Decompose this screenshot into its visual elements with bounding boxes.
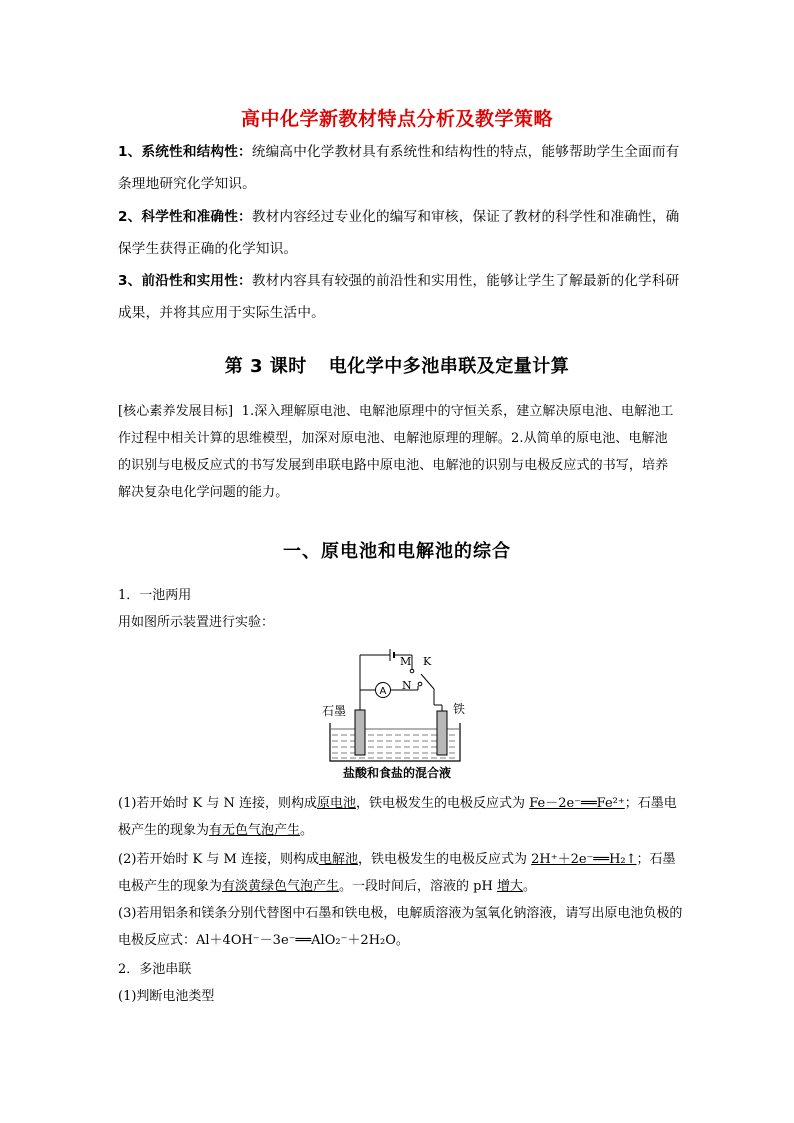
feature-label: 3、前沿性和实用性： — [118, 273, 252, 289]
goals-label: [核心素养发展目标] — [118, 404, 234, 419]
subheading-2-1: (1)判断电池类型 — [118, 989, 215, 1004]
question-1 — [118, 790, 683, 844]
lesson-title: 电化学中多池串联及定量计算 — [328, 356, 570, 377]
feature-3 — [118, 265, 683, 329]
q2-text: (2)若开始时 K 与 M 连接，则构成 — [118, 852, 319, 867]
q1-answer-cell-type: 原电池 — [317, 796, 357, 811]
q1-text: (1)若开始时 K 与 N 连接，则构成 — [118, 796, 318, 811]
question-3: (3)若用铝条和镁条分别代替图中石墨和铁电极，电解质溶液为氢氧化钠溶液，请写出原电池负极的电极反应式：Al＋4OH⁻－3e⁻══AlO₂⁻＋2H₂O。 — [118, 906, 683, 948]
q1-answer-equation: Fe－2e⁻══Fe²⁺ — [529, 796, 625, 811]
terminal-m — [410, 669, 414, 673]
label-m: M — [400, 655, 412, 668]
q1-text: ，铁电极发生的电极反应式为 — [356, 796, 530, 811]
section-heading: 一、原电池和电解池的综合 — [283, 541, 511, 562]
apparatus-figure — [320, 645, 470, 765]
terminal-n — [418, 682, 422, 686]
q2-text: 。 — [522, 879, 536, 894]
ammeter-label: A — [379, 686, 387, 697]
goals-text: 1.深入理解原电池、电解池原理中的守恒关系，建立解决原电池、电解池工作过程中相关计算的思维模型，加深对原电池、电解池原理的理解。2.从简单的原电池、电解池的识别与电极反应式的书写发展到串联电路中原电池、电解池的识别与电极反应式的书写，培养解决复杂电化学问题的能力。 — [118, 404, 674, 500]
figure-caption: 盐酸和食盐的混合液 — [343, 766, 452, 780]
subheading-1: 1．一池两用 — [118, 588, 192, 603]
label-n: N — [402, 679, 412, 692]
feature-text: 统编高中化学教材具有系统性和结构性的特点，能够帮助学生全面而有条理地研究化学知识。 — [118, 144, 680, 192]
page-title: 高中化学新教材特点分析及教学策略 — [240, 108, 553, 130]
iron-electrode — [437, 711, 447, 755]
q2-text: ；石墨电极产生的现象为 — [118, 852, 676, 894]
lesson-number: 第 3 课时 — [224, 356, 307, 377]
q2-answer-equation: 2H⁺＋2e⁻══H₂↑ — [531, 852, 637, 867]
core-goals — [118, 398, 680, 506]
q2-answer-phenomenon: 有淡黄绿色气泡产生 — [222, 879, 340, 894]
q2-answer-ph: 增大 — [496, 879, 523, 894]
q2-text: 。一段时间后，溶液的 pH — [339, 879, 497, 894]
graphite-electrode — [355, 710, 365, 755]
label-k: K — [423, 655, 432, 668]
subheading-2: 2．多池串联 — [118, 962, 192, 977]
switch-k-lever — [421, 674, 434, 689]
intro-text: 用如图所示装置进行实验： — [118, 615, 275, 630]
feature-label: 2、科学性和准确性： — [118, 209, 252, 225]
feature-label: 1、系统性和结构性： — [118, 144, 252, 160]
feature-1 — [118, 136, 683, 200]
feature-2 — [118, 201, 683, 265]
q1-text: 。 — [300, 823, 314, 838]
q1-text: ；石墨电极产生的现象为 — [118, 796, 677, 838]
iron-label: 铁 — [453, 702, 466, 716]
feature-text: 教材内容具有较强的前沿性和实用性，能够让学生了解最新的化学科研成果，并将其应用于实际生活中。 — [118, 273, 680, 321]
q2-answer-cell-type: 电解池 — [318, 852, 358, 867]
question-2 — [118, 846, 683, 900]
q1-answer-phenomenon: 有无色气泡产生 — [209, 823, 301, 838]
feature-text: 教材内容经过专业化的编写和审核，保证了教材的科学性和准确性，确保学生获得正确的化学知识。 — [118, 209, 680, 257]
graphite-label: 石墨 — [322, 704, 347, 718]
q2-text: ，铁电极发生的电极反应式为 — [357, 852, 532, 867]
lesson-heading — [0, 352, 794, 378]
